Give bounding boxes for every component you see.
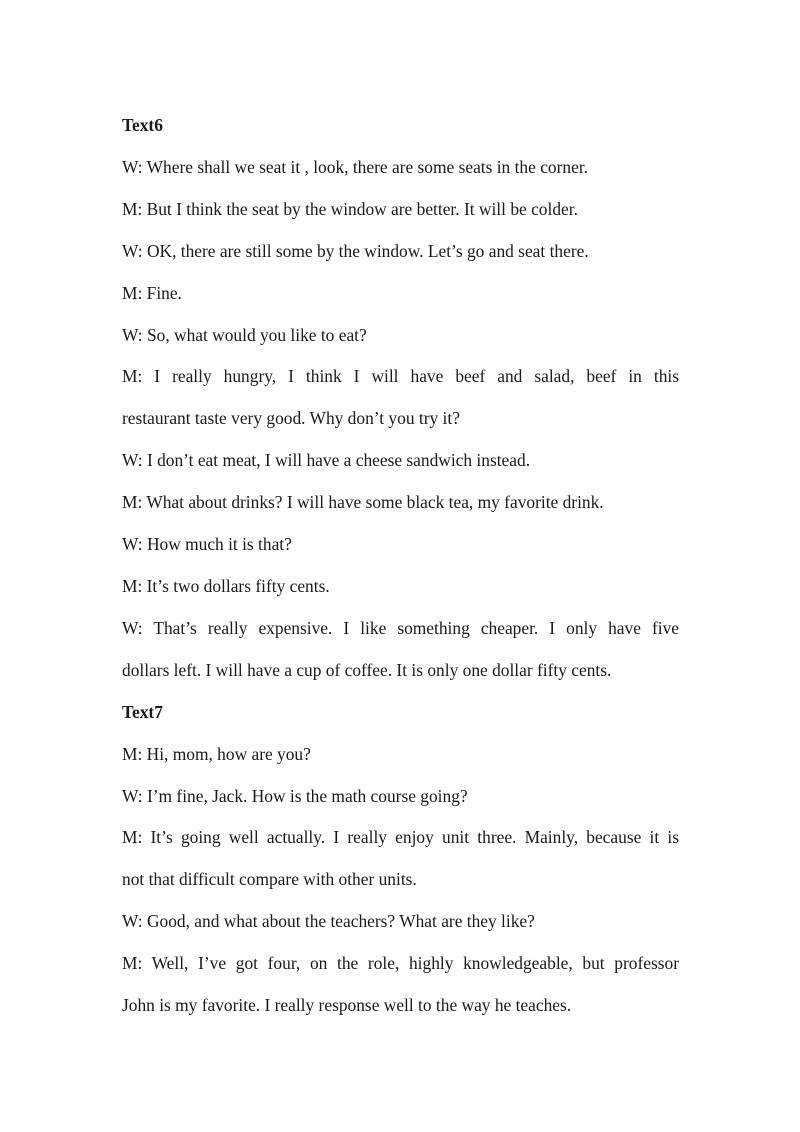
dialogue-line: M: I really hungry, I think I will have beef and salad, beef in this — [122, 366, 679, 387]
section-heading-text7: Text7 — [122, 701, 163, 722]
dialogue-line: M: Well, I’ve got four, on the role, highly knowledgeable, but professor — [122, 953, 679, 974]
dialogue-line: W: How much it is that? — [122, 534, 292, 555]
dialogue-line: M: It’s two dollars fifty cents. — [122, 575, 330, 596]
dialogue-line: M: What about drinks? I will have some black tea, my favorite drink. — [122, 492, 604, 513]
dialogue-line-continuation: not that difficult compare with other units. — [122, 869, 417, 890]
dialogue-line: W: OK, there are still some by the window. Let’s go and seat there. — [122, 240, 589, 261]
dialogue-line-continuation: restaurant taste very good. Why don’t you try it? — [122, 408, 460, 429]
document-page — [122, 105, 679, 1027]
dialogue-line: M: It’s going well actually. I really enjoy unit three. Mainly, because it is — [122, 827, 679, 848]
section-heading-text6: Text6 — [122, 115, 163, 135]
dialogue-line: M: Fine. — [122, 282, 182, 303]
dialogue-line-continuation: dollars left. I will have a cup of coffee. It is only one dollar fifty cents. — [122, 659, 612, 680]
dialogue-line: W: So, what would you like to eat? — [122, 324, 367, 345]
dialogue-line: W: Where shall we seat it , look, there are some seats in the corner. — [122, 156, 588, 177]
dialogue-line-continuation: John is my favorite. I really response well to the way he teaches. — [122, 995, 572, 1016]
dialogue-line: M: Hi, mom, how are you? — [122, 743, 311, 764]
dialogue-line: W: That’s really expensive. I like something cheaper. I only have five — [122, 617, 679, 638]
dialogue-line: W: I don’t eat meat, I will have a cheese sandwich instead. — [122, 450, 531, 471]
dialogue-line: M: But I think the seat by the window are better. It will be colder. — [122, 198, 578, 219]
dialogue-line: W: Good, and what about the teachers? What are they like? — [122, 911, 535, 932]
dialogue-line: W: I’m fine, Jack. How is the math course going? — [122, 785, 468, 806]
